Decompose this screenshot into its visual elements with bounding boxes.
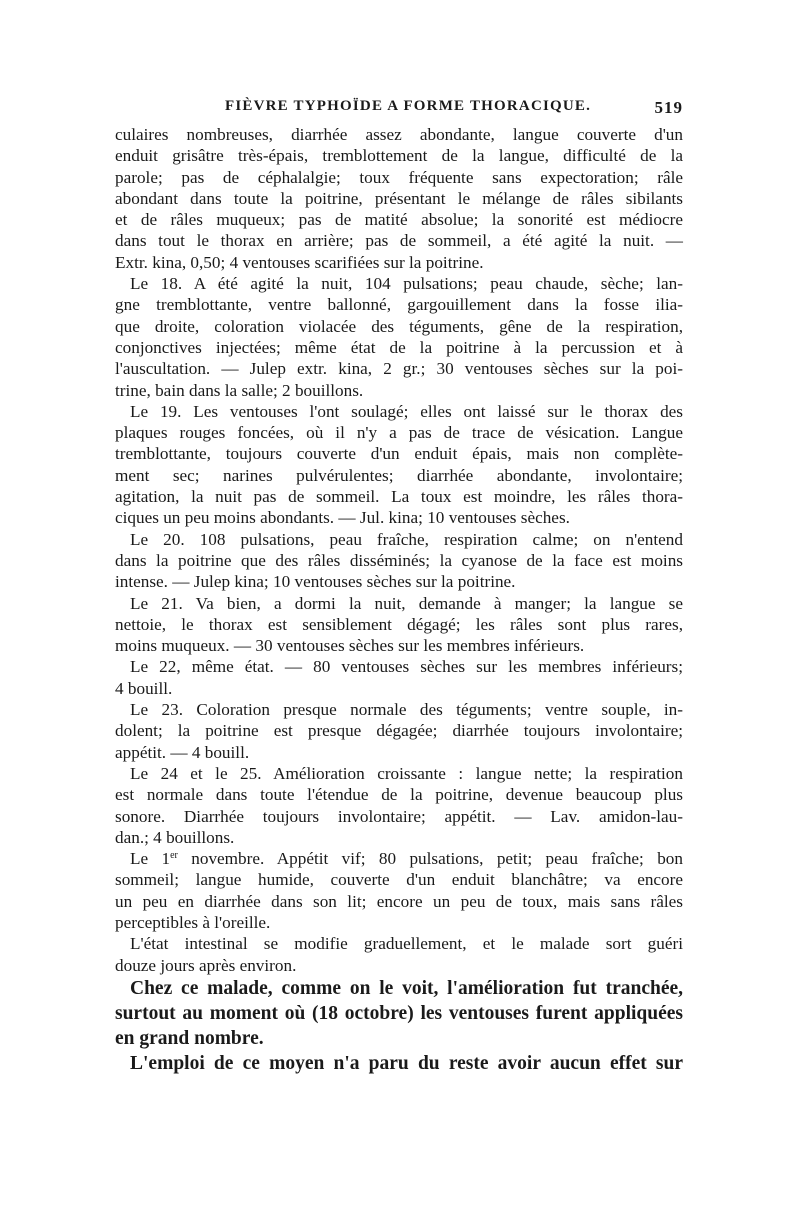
text-line: Le 19. Les ventouses l'ont soulagé; elles ont laissé sur le thorax des: [130, 401, 683, 421]
text-line: sommeil; langue humide, couverte d'un enduit blanchâtre; va encore: [115, 870, 683, 890]
text-line: sonore. Diarrhée toujours involontaire; appétit. — Lav. amidon-lau-: [115, 806, 683, 826]
text-line: et de râles muqueux; pas de matité absolue; la sonorité est médiocre: [115, 210, 683, 230]
text-line: agitation, la nuit pas de sommeil. La toux est moindre, les râles thora-: [115, 487, 683, 507]
text-line: Le 23. Coloration presque normale des téguments; ventre souple, in-: [130, 700, 683, 720]
running-head: [115, 98, 683, 122]
text-line: l'auscultation. — Julep extr. kina, 2 gr.; 30 ventouses sèches sur la poi-: [115, 359, 683, 379]
text-line: enduit grisâtre très-épais, tremblottement de la langue, difficulté de la: [115, 146, 683, 166]
text-line: gne tremblottante, ventre ballonné, gargouillement dans la fosse ilia-: [115, 295, 683, 315]
body-text: [115, 124, 683, 1076]
text-line: perceptibles à l'oreille.: [115, 912, 271, 932]
text-line: Chez ce malade, comme on le voit, l'amélioration fut tranchée,: [130, 977, 683, 999]
text-line: dans la poitrine que des râles disséminés; la cyanose de la face est moins: [115, 550, 683, 570]
book-page: [115, 98, 683, 1076]
text-line: est normale dans toute l'étendue de la poitrine, devenue beaucoup plus: [115, 785, 683, 805]
text-line: dans tout le thorax en arrière; pas de sommeil, a été agité la nuit. —: [115, 231, 683, 251]
text-line: intense. — Julep kina; 10 ventouses sèches sur la poitrine.: [115, 572, 516, 592]
text-line: ment sec; narines pulvérulentes; diarrhée abondante, involontaire;: [115, 465, 683, 485]
text-line: Le 18. A été agité la nuit, 104 pulsations; peau chaude, sèche; lan-: [130, 274, 683, 294]
text-line: abondant dans toute la poitrine, présentant le mélange de râles sibilants: [115, 188, 683, 208]
running-title: FIÈVRE TYPHOÏDE A FORME THORACIQUE.: [225, 98, 592, 114]
text-line: tremblottante, toujours couverte d'un enduit épais, mais non complète-: [115, 444, 683, 464]
text-line: ciques un peu moins abondants. — Jul. kina; 10 ventouses sèches.: [115, 508, 570, 528]
text-line: en grand nombre.: [115, 1027, 264, 1049]
text-line: 4 bouill.: [115, 678, 173, 698]
text-line: dolent; la poitrine est presque dégagée; diarrhée toujours involontaire;: [115, 721, 683, 741]
text-line: Le 21. Va bien, a dormi la nuit, demande à manger; la langue se: [130, 593, 683, 613]
text-line: surtout au moment où (18 octobre) les ventouses furent appliquées: [115, 1002, 683, 1024]
text-line: parole; pas de céphalalgie; toux fréquente sans expectoration; râle: [115, 167, 683, 187]
text-line: Le 22, même état. — 80 ventouses sèches sur les membres inférieurs;: [130, 657, 683, 677]
text-line: conjonctives injectées; même état de la poitrine à la percussion et à: [115, 337, 683, 357]
text-line: Le 1er novembre. Appétit vif; 80 pulsations, petit; peau fraîche; bon: [130, 849, 683, 869]
text-line: culaires nombreuses, diarrhée assez abondante, langue couverte d'un: [115, 125, 683, 144]
text-line: que droite, coloration violacée des téguments, gêne de la respiration,: [115, 316, 683, 336]
text-line: un peu en diarrhée dans son lit; encore un peu de toux, mais sans râles: [115, 891, 683, 911]
text-line: dan.; 4 bouillons.: [115, 827, 235, 847]
page-number: 519: [654, 98, 683, 117]
text-line: Le 20. 108 pulsations, peau fraîche, respiration calme; on n'entend: [130, 529, 683, 549]
text-line: Extr. kina, 0,50; 4 ventouses scarifiées sur la poitrine.: [115, 252, 484, 272]
text-line: plaques rouges foncées, où il n'y a pas de trace de vésication. Langue: [115, 423, 683, 443]
text-line: Le 24 et le 25. Amélioration croissante : langue nette; la respiration: [130, 763, 683, 783]
text-line: trine, bain dans la salle; 2 bouillons.: [115, 380, 364, 400]
text-line: nettoie, le thorax est sensiblement dégagé; les râles sont plus rares,: [115, 614, 683, 634]
text-line: appétit. — 4 bouill.: [115, 742, 250, 762]
text-line: L'état intestinal se modifie graduellement, et le malade sort guéri: [130, 934, 683, 954]
text-line: moins muqueux. — 30 ventouses sèches sur les membres inférieurs.: [115, 636, 585, 656]
text-line: L'emploi de ce moyen n'a paru du reste avoir aucun effet sur: [130, 1052, 683, 1074]
text-line: douze jours après environ.: [115, 955, 297, 975]
